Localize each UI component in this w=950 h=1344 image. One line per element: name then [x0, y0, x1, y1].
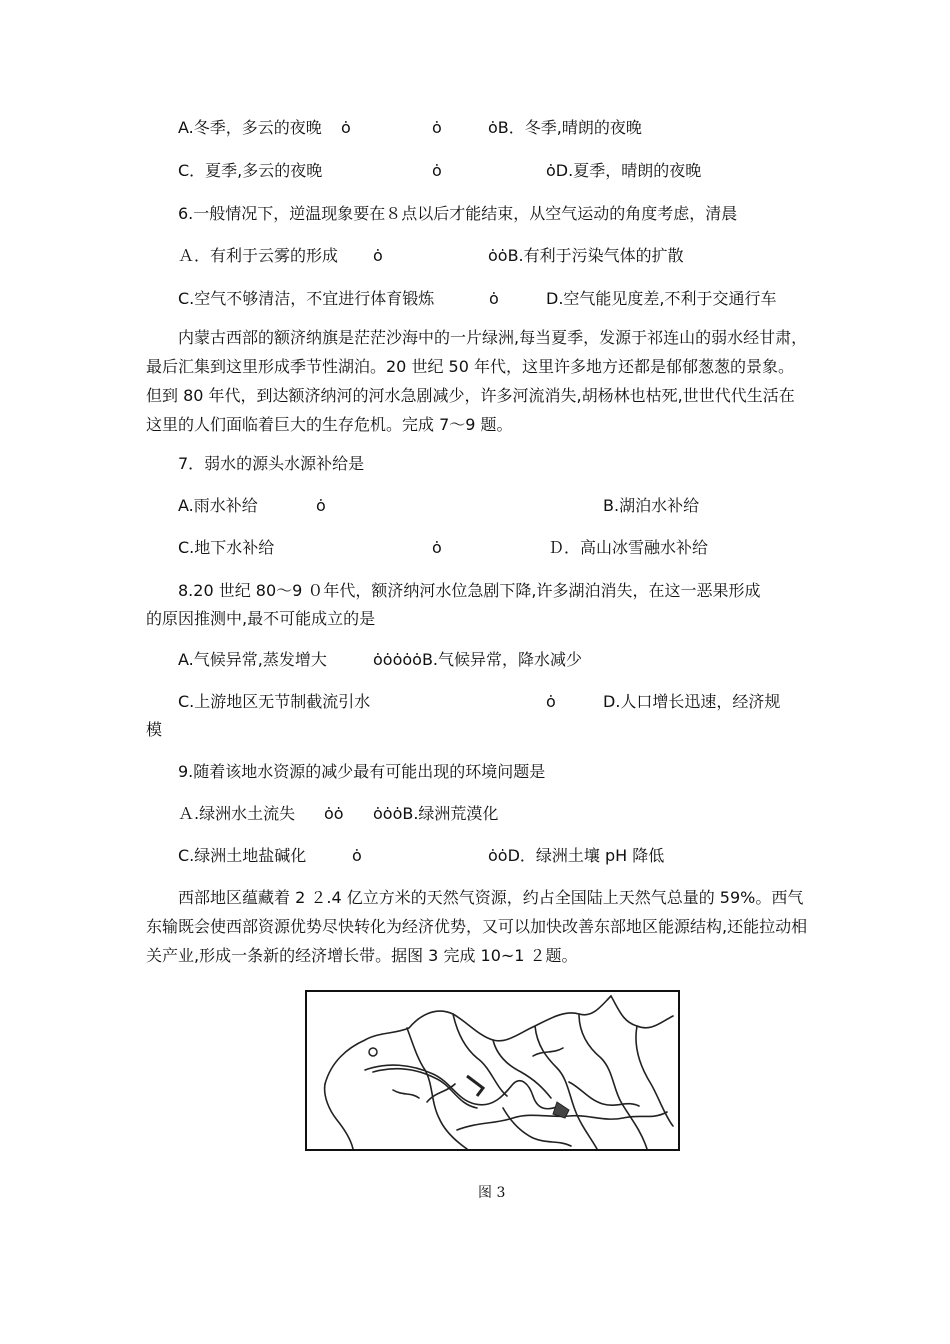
q8-option-c: C.上游地区无节制截流引水 — [178, 692, 371, 711]
q6-option-d: D.空气能见度差,不利于交通行车 — [546, 289, 777, 308]
q5-option-d: ȯD.夏季，晴朗的夜晚 — [546, 161, 702, 180]
q8-stem-line1: 8.20 世纪 80～9 ０年代，额济纳河水位急剧下降,许多湖泊消失，在这一恶果形成 — [178, 581, 761, 600]
q7-option-c: C.地下水补给 — [178, 538, 275, 557]
q9-mark-a: ȯȯ — [324, 804, 344, 823]
q8-option-b: ȯȯȯȯȯB.气候异常，降水减少 — [373, 650, 583, 669]
q9-stem: 9.随着该地水资源的减少最有可能出现的环境问题是 — [178, 762, 546, 781]
q8-stem-line2: 的原因推测中,最不可能成立的是 — [146, 609, 376, 628]
q8-mark-c: ȯ — [546, 692, 556, 711]
figure-caption: 图 3 — [478, 1185, 506, 1201]
q9-option-d: ȯȯD．绿洲土壤 pH 降低 — [488, 846, 665, 865]
q6-mark-a: ȯ — [373, 246, 383, 265]
map-icon — [307, 992, 678, 1149]
q8-option-d: D.人口增长迅速，经济规 — [603, 692, 781, 711]
map-figure — [305, 990, 680, 1151]
q5-option-c: C．夏季,多云的夜晚 — [178, 161, 323, 180]
q6-mark-c: ȯ — [489, 289, 499, 308]
q5-mark-c: ȯ — [432, 161, 442, 180]
q7-option-b: B.湖泊水补给 — [603, 496, 700, 515]
q5-mark-a: ȯ — [341, 118, 351, 137]
passage-west-gas: 西部地区蕴藏着 2 ２.4 亿立方米的天然气资源，约占全国陆上天然气总量的 59%。西气东输既会使西部资源优势尽快转化为经济优势，又可以加快改善东部地区能源结构,还能拉动相关产业,形成一条新的经济增长带。据图 3 完成 10~1 ２题。 — [146, 888, 808, 965]
q8-option-a: A.气候异常,蒸发增大 — [178, 650, 327, 669]
q9-option-a: Ａ.绿洲水土流失 — [178, 804, 296, 823]
q6-stem: 6.一般情况下，逆温现象要在８点以后才能结束，从空气运动的角度考虑，清晨 — [178, 204, 738, 223]
q9-option-c: C.绿洲土地盐碱化 — [178, 846, 307, 865]
q8-option-d-continued: 模 — [146, 720, 163, 739]
q7-stem: 7．弱水的源头水源补给是 — [178, 454, 365, 473]
q5-option-b: ȯB．冬季,晴朗的夜晚 — [488, 118, 642, 137]
q5-mark-mid: ȯ — [432, 118, 442, 137]
q7-mark-a: ȯ — [316, 496, 326, 515]
q9-mark-c: ȯ — [352, 846, 362, 865]
q6-option-c: C.空气不够清洁，不宜进行体育锻炼 — [178, 289, 435, 308]
q9-option-b: ȯȯȯB.绿洲荒漠化 — [373, 804, 499, 823]
q7-option-a: A.雨水补给 — [178, 496, 258, 515]
q7-mark-c: ȯ — [432, 538, 442, 557]
q7-option-d: Ｄ．高山冰雪融水补给 — [548, 538, 709, 557]
passage-ejina: 内蒙古西部的额济纳旗是茫茫沙海中的一片绿洲,每当夏季，发源于祁连山的弱水经甘肃，最后汇集到这里形成季节性湖泊。20 世纪 50 年代，这里许多地方还都是郁郁葱葱的景象。但到 80 年代，到达额济纳河的河水急剧减少，许多河流消失,胡杨林也枯死,世世代代生活在这里的人们面临着巨大的生存危机。完成 7～9 题。 — [146, 328, 808, 434]
q6-option-a: Ａ．有利于云雾的形成 — [178, 246, 339, 265]
q5-option-a: A.冬季，多云的夜晚 — [178, 118, 322, 137]
q6-option-b: ȯȯB.有利于污染气体的扩散 — [488, 246, 684, 265]
